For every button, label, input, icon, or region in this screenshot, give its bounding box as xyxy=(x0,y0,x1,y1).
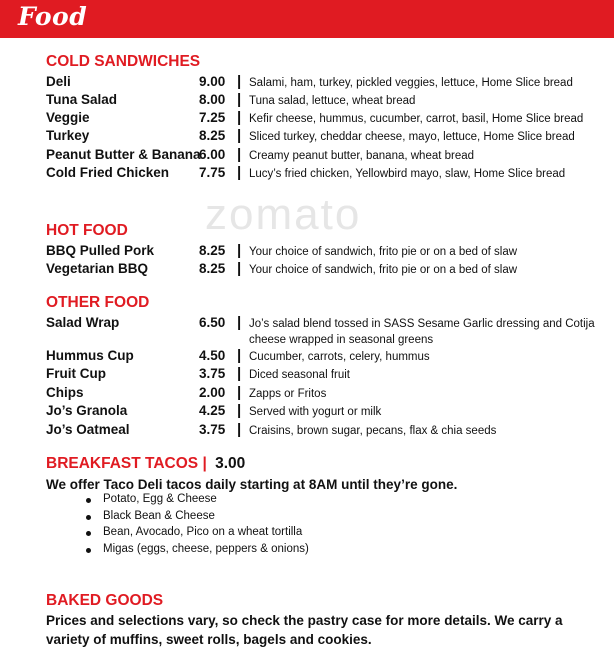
item-name: Vegetarian BBQ xyxy=(46,261,149,276)
menu-item-row xyxy=(46,385,606,403)
separator: | xyxy=(237,402,242,419)
item-description: Jo’s salad blend tossed in SASS Sesame Garlic dressing and Cotija cheese wrapped in seasonal greens xyxy=(249,318,595,346)
item-description: Tuna salad, lettuce, wheat bread xyxy=(249,95,416,107)
baked-goods-note: Prices and selections vary, so check the pastry case for more details. We carry a variety of muffins, sweet rolls, bagels and cookies. xyxy=(46,613,563,647)
section-heading-other-food: OTHER FOOD xyxy=(46,294,150,311)
menu-item-row xyxy=(46,366,606,384)
separator: | xyxy=(237,91,242,108)
item-name: Hummus Cup xyxy=(46,348,134,363)
item-description: Sliced turkey, cheddar cheese, mayo, lettuce, Home Slice bread xyxy=(249,131,575,143)
breakfast-tacos-title: BREAKFAST TACOS | xyxy=(46,455,207,472)
breakfast-tacos-price: 3.00 xyxy=(215,455,246,472)
taco-list xyxy=(86,493,309,559)
item-price: 4.50 xyxy=(199,348,226,363)
item-name: Tuna Salad xyxy=(46,92,118,107)
taco-option: Potato, Egg & Cheese xyxy=(103,493,217,505)
item-price: 8.25 xyxy=(199,261,226,276)
item-description: Creamy peanut butter, banana, wheat bread xyxy=(249,150,475,162)
section-heading-hot-food: HOT FOOD xyxy=(46,222,128,239)
item-name: Deli xyxy=(46,74,71,89)
menu-item-row xyxy=(46,403,606,421)
list-item xyxy=(86,510,309,527)
menu-item-row xyxy=(46,165,606,183)
header-banner xyxy=(0,0,614,38)
separator: | xyxy=(237,260,242,277)
separator: | xyxy=(237,421,242,438)
item-price: 3.75 xyxy=(199,422,226,437)
item-price: 3.75 xyxy=(199,366,226,381)
item-name: Salad Wrap xyxy=(46,315,120,330)
menu-item-row xyxy=(46,128,606,146)
list-item xyxy=(86,543,309,560)
item-name: Veggie xyxy=(46,110,90,125)
item-price: 7.75 xyxy=(199,165,226,180)
item-name: Chips xyxy=(46,385,84,400)
bullet-icon xyxy=(86,498,91,503)
item-name: BBQ Pulled Pork xyxy=(46,243,155,258)
zomato-watermark: zomato xyxy=(205,190,362,239)
menu-item-row xyxy=(46,315,606,349)
bullet-icon xyxy=(86,548,91,553)
breakfast-tacos-note: We offer Taco Deli tacos daily starting at 8AM until they’re gone. xyxy=(46,477,458,492)
item-price: 2.00 xyxy=(199,385,226,400)
item-description: Your choice of sandwich, frito pie or on a bed of slaw xyxy=(249,246,518,258)
menu-item-row xyxy=(46,261,606,279)
item-name: Turkey xyxy=(46,128,90,143)
list-item xyxy=(86,526,309,543)
taco-option: Migas (eggs, cheese, peppers & onions) xyxy=(103,542,309,555)
item-name: Jo’s Granola xyxy=(46,403,128,418)
item-description: Salami, ham, turkey, pickled veggies, lettuce, Home Slice bread xyxy=(249,77,573,89)
menu-item-row xyxy=(46,243,606,261)
separator: | xyxy=(237,314,242,331)
section-heading-breakfast-tacos xyxy=(46,455,245,473)
item-price: 9.00 xyxy=(199,74,226,89)
item-description: Diced seasonal fruit xyxy=(249,369,350,381)
item-price: 8.25 xyxy=(199,128,226,143)
menu-item-row xyxy=(46,348,606,366)
section-heading-cold-sandwiches: COLD SANDWICHES xyxy=(46,53,201,70)
menu-item-row xyxy=(46,110,606,128)
item-description: Craisins, brown sugar, pecans, flax & chia seeds xyxy=(249,425,497,437)
section-heading-baked-goods: BAKED GOODS xyxy=(46,592,164,609)
item-name: Fruit Cup xyxy=(46,366,106,381)
item-price: 4.25 xyxy=(199,403,226,418)
menu-item-row xyxy=(46,147,606,165)
menu-item-row xyxy=(46,74,606,92)
separator: | xyxy=(237,384,242,401)
item-price: 6.50 xyxy=(199,315,226,330)
menu-item-row xyxy=(46,422,606,440)
item-description: Zapps or Fritos xyxy=(249,388,327,400)
separator: | xyxy=(237,365,242,382)
item-description: Served with yogurt or milk xyxy=(249,406,382,418)
item-price: 7.25 xyxy=(199,110,226,125)
item-description: Your choice of sandwich, frito pie or on a bed of slaw xyxy=(249,264,518,276)
menu-item-row xyxy=(46,92,606,110)
page-title: Food xyxy=(18,2,88,31)
item-description: Cucumber, carrots, celery, hummus xyxy=(249,351,430,363)
taco-option: Bean, Avocado, Pico on a wheat tortilla xyxy=(103,526,303,538)
bullet-icon xyxy=(86,531,91,536)
separator: | xyxy=(237,146,242,163)
item-price: 8.25 xyxy=(199,243,226,258)
item-name: Peanut Butter & Banana xyxy=(46,147,201,162)
separator: | xyxy=(237,73,242,90)
separator: | xyxy=(237,109,242,126)
item-name: Cold Fried Chicken xyxy=(46,165,170,180)
separator: | xyxy=(237,242,242,259)
taco-option: Black Bean & Cheese xyxy=(103,509,215,522)
separator: | xyxy=(237,127,242,144)
separator: | xyxy=(237,347,242,364)
list-item xyxy=(86,493,309,510)
separator: | xyxy=(237,164,242,181)
item-description: Lucy’s fried chicken, Yellowbird mayo, slaw, Home Slice bread xyxy=(249,168,566,180)
item-name: Jo’s Oatmeal xyxy=(46,422,130,437)
item-price: 6.00 xyxy=(199,147,226,162)
item-price: 8.00 xyxy=(199,92,226,107)
item-description: Kefir cheese, hummus, cucumber, carrot, basil, Home Slice bread xyxy=(249,113,584,125)
bullet-icon xyxy=(86,515,91,520)
